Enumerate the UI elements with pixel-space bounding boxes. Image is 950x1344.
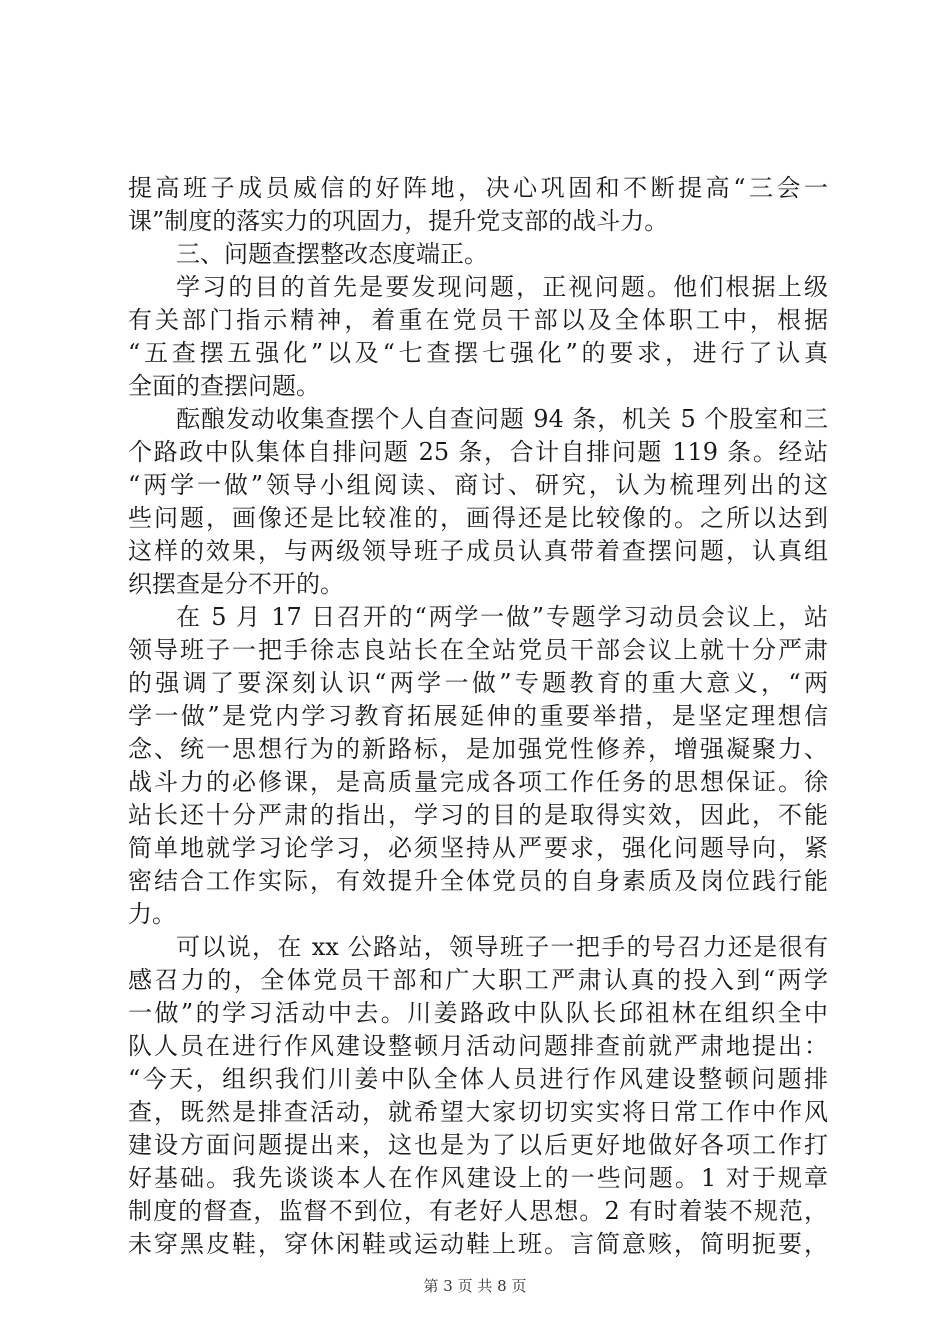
text-line: 提高班子成员威信的好阵地，决心巩固和不断提高“三会一: [128, 174, 828, 202]
text-line: “两学一做”领导小组阅读、商讨、研究，认为梳理列出的这: [128, 471, 828, 499]
text-line: 在 5 月 17 日召开的“两学一做”专题学习动员会议上，站: [176, 603, 828, 631]
text-line: 织摆查是分不开的。: [128, 570, 344, 598]
text-line: 力。: [128, 900, 176, 928]
text-line: 队人员在进行作风建设整顿月活动问题排查前就严肃地提出：: [128, 1032, 828, 1060]
text-line: 些问题，画像还是比较准的，画得还是比较像的。之所以达到: [128, 504, 828, 532]
text-line: 建设方面问题提出来，这也是为了以后更好地做好各项工作打: [128, 1131, 828, 1159]
text-line: 课”制度的落实力的巩固力，提升党支部的战斗力。: [128, 207, 669, 235]
text-line: 酝酿发动收集查摆个人自查问题 94 条，机关 5 个股室和三: [176, 405, 828, 433]
text-line: 制度的督查，监督不到位，有老好人思想。2 有时着装不规范，: [128, 1197, 828, 1225]
text-line: “五查摆五强化”以及“七查摆七强化”的要求，进行了认真: [128, 339, 828, 367]
text-line: 这样的效果，与两级领导班子成员认真带着查摆问题，认真组: [128, 537, 828, 565]
section-heading: 三、问题查摆整改态度端正。: [176, 240, 488, 268]
text-line: 感召力的，全体党员干部和广大职工严肃认真的投入到“两学: [128, 966, 828, 994]
text-line: 简单地就学习论学习，必须坚持从严要求，强化问题导向，紧: [128, 834, 828, 862]
text-line: 查，既然是排查活动，就希望大家切切实实将日常工作中作风: [128, 1098, 828, 1126]
text-line: 学习的目的首先是要发现问题，正视问题。他们根据上级: [176, 273, 828, 301]
text-line: 领导班子一把手徐志良站长在全站党员干部会议上就十分严肃: [128, 636, 828, 664]
text-line: 个路政中队集体自排问题 25 条，合计自排问题 119 条。经站: [128, 438, 828, 466]
text-line: 学一做”是党内学习教育拓展延伸的重要举措，是坚定理想信: [128, 702, 828, 730]
text-line: 全面的查摆问题。: [128, 372, 320, 400]
text-line: 一做”的学习活动中去。川姜路政中队队长邱祖林在组织全中: [128, 999, 828, 1027]
text-line: 未穿黑皮鞋，穿休闲鞋或运动鞋上班。言简意赅，简明扼要，: [128, 1230, 828, 1258]
page-footer: 第 3 页 共 8 页: [423, 1277, 527, 1295]
text-line: 有关部门指示精神，着重在党员干部以及全体职工中，根据: [128, 306, 828, 334]
text-line: 的强调了要深刻认识“两学一做”专题教育的重大意义，“两: [128, 669, 828, 697]
text-line: “今天，组织我们川姜中队全体人员进行作风建设整顿问题排: [128, 1065, 828, 1093]
text-line: 可以说，在 xx 公路站，领导班子一把手的号召力还是很有: [176, 933, 828, 961]
text-line: 战斗力的必修课，是高质量完成各项工作任务的思想保证。徐: [128, 768, 828, 796]
text-line: 站长还十分严肃的指出，学习的目的是取得实效，因此，不能: [128, 801, 828, 829]
text-line: 好基础。我先谈谈本人在作风建设上的一些问题。1 对于规章: [128, 1164, 828, 1192]
text-line: 密结合工作实际，有效提升全体党员的自身素质及岗位践行能: [128, 867, 828, 895]
text-line: 念、统一思想行为的新路标，是加强党性修养，增强凝聚力、: [128, 735, 828, 763]
